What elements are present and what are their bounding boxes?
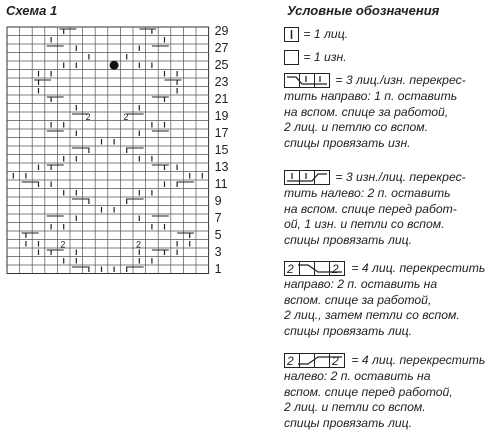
legend-title: Условные обозначения — [287, 3, 440, 18]
row-number: 21 — [214, 92, 229, 106]
cross4-left-line-3: вспом. спице перед работой, — [284, 384, 453, 399]
two-stitch-mark: 2 — [60, 239, 66, 250]
purl-symbol-icon — [284, 50, 300, 66]
cross3-right-line-5: спицы провязать изн. — [284, 135, 411, 150]
cross3-right-icon — [284, 73, 332, 89]
legend-knit — [284, 27, 348, 43]
knit-symbol-icon — [284, 27, 300, 43]
cross4-right-two-b: 2 — [332, 262, 339, 276]
row-number: 15 — [214, 143, 229, 157]
cross4-left-line-2: налево: 2 п. оставить на — [284, 369, 431, 383]
row-number: 13 — [214, 160, 229, 174]
cross4-right-two-a: 2 — [287, 262, 294, 276]
legend-cross3-right — [284, 73, 466, 151]
cross4-left-line-4: 2 лиц. и петли со вспом. — [284, 400, 426, 414]
row-number: 27 — [214, 41, 229, 55]
cross3-left-line-3: на вспом. спице перед работ- — [284, 201, 457, 216]
cross3-right-line-2: тить направо: 1 п. оставить — [284, 89, 458, 103]
two-stitch-mark: 2 — [123, 112, 129, 122]
cross4-right-line-2: направо: 2 п. оставить на — [284, 277, 438, 291]
cross4-right-icon — [284, 261, 348, 277]
cross4-left-icon — [284, 353, 348, 369]
purl-label: = 1 изн. — [303, 50, 347, 65]
cross3-left-line-5: спицы провязать лиц. — [284, 232, 413, 247]
row-number: 11 — [214, 177, 228, 191]
two-stitch-mark: 2 — [136, 239, 142, 250]
knit-label: = 1 лиц. — [303, 27, 349, 42]
row-number: 23 — [214, 75, 229, 89]
cross4-right-line-1: = 4 лиц. перекрестить — [351, 261, 486, 276]
cross4-left-line-1: = 4 лиц. перекрестить — [351, 353, 486, 368]
legend-cross4-left — [284, 353, 485, 431]
cross3-right-line-4: 2 лиц. и петлю со вспом. — [284, 120, 429, 134]
bobble-dot-icon — [110, 61, 119, 70]
row-number: 17 — [214, 126, 229, 140]
cross3-right-line-1: = 3 лиц./изн. перекрес- — [335, 73, 466, 88]
cross4-right-line-4: 2 лиц., затем петли со вспом. — [284, 308, 460, 322]
cross3-right-line-3: на вспом. спице за работой, — [284, 104, 449, 119]
cross3-left-line-2: тить налево: 2 п. оставить — [284, 186, 451, 200]
cross3-left-line-1: = 3 изн./лиц. перекрес- — [335, 170, 466, 185]
cross4-left-line-5: спицы провязать лиц. — [284, 415, 413, 430]
cross3-left-line-4: ой, 1 изн. и петли со вспом. — [284, 217, 445, 231]
row-number: 19 — [214, 109, 229, 123]
two-stitch-mark: 2 — [85, 112, 91, 122]
row-number: 1 — [214, 262, 222, 276]
cross4-right-line-3: вспом. спице за работой, — [284, 292, 432, 307]
chart-title: Схема 1 — [6, 3, 58, 18]
row-number: 9 — [214, 194, 222, 208]
cross4-left-two-b: 2 — [332, 354, 339, 368]
row-number: 25 — [214, 58, 229, 72]
cross4-left-two-a: 2 — [287, 354, 294, 368]
row-number: 7 — [214, 211, 222, 225]
cross3-left-icon — [284, 170, 332, 186]
row-number: 29 — [214, 24, 229, 38]
legend-purl — [284, 50, 347, 66]
cross4-right-line-5: спицы провязать лиц. — [284, 323, 413, 338]
legend-cross4-right — [284, 261, 485, 339]
row-number: 3 — [214, 245, 222, 259]
legend-cross3-left — [284, 170, 466, 248]
row-number: 5 — [214, 228, 222, 242]
